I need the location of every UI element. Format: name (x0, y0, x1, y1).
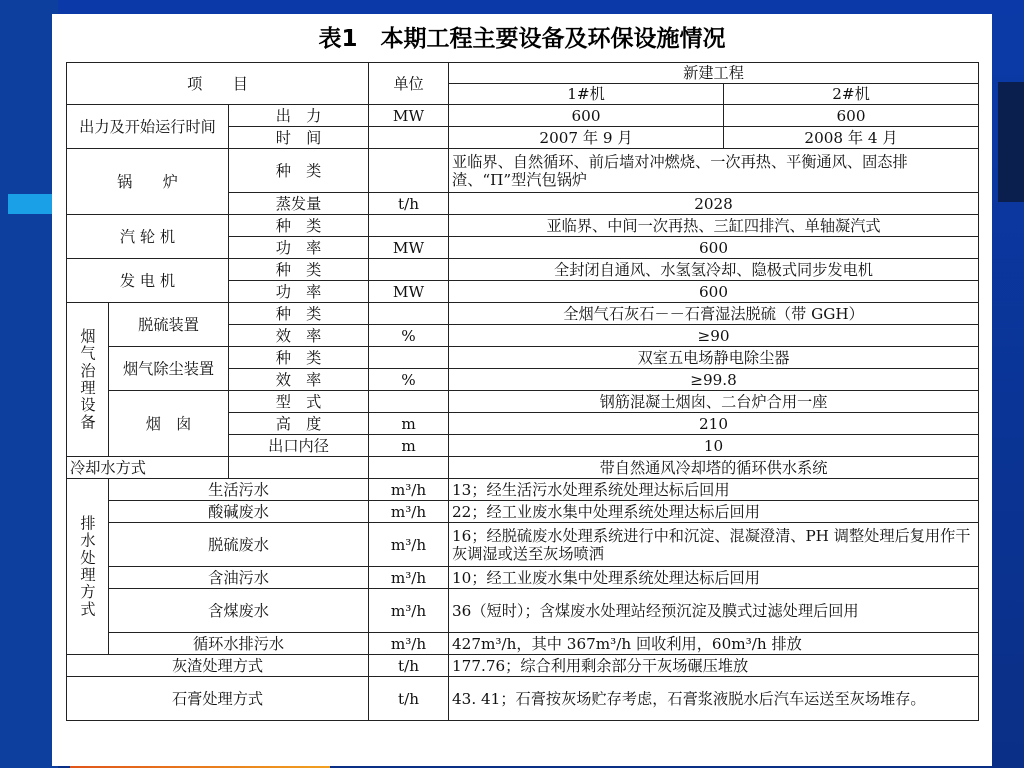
chimney-dia-label: 出口内径 (229, 435, 369, 457)
chimney-name: 烟 囱 (109, 391, 229, 457)
generator-power-label: 功 率 (229, 281, 369, 303)
time-value-1: 2007 年 9 月 (449, 127, 724, 149)
drain-row-unit: m³/h (369, 523, 449, 567)
drain-row-unit: m³/h (369, 589, 449, 633)
slide-title: 表1 本期工程主要设备及环保设施情况 (318, 26, 726, 52)
output-value-2: 600 (724, 105, 979, 127)
header-unit2: 2#机 (724, 84, 979, 105)
gypsum-value: 43. 41；石膏按灰场贮存考虑，石膏浆液脱水后汽车运送至灰场堆存。 (449, 677, 979, 721)
output-unit: MW (369, 105, 449, 127)
boiler-evap-unit: t/h (369, 193, 449, 215)
chimney-dia-unit: m (369, 435, 449, 457)
chimney-height-value: 210 (449, 413, 979, 435)
chimney-form-label: 型 式 (229, 391, 369, 413)
desulf-type-value: 全烟气石灰石－－石膏湿法脱硫（带 GGH） (449, 303, 979, 325)
boiler-type-unit (369, 149, 449, 193)
boiler-evap-value: 2028 (449, 193, 979, 215)
header-unit1: 1#机 (449, 84, 724, 105)
drain-row-value: 10；经工业废水集中处理系统处理达标后回用 (449, 567, 979, 589)
drain-row-value: 22；经工业废水集中处理系统处理达标后回用 (449, 501, 979, 523)
output-group-label: 出力及开始运行时间 (67, 105, 229, 149)
gypsum-label: 石膏处理方式 (67, 677, 369, 721)
desulf-eff-unit: % (369, 325, 449, 347)
header-new-project: 新建工程 (449, 63, 979, 84)
cooling-unit (369, 457, 449, 479)
turbine-power-unit: MW (369, 237, 449, 259)
dust-name: 烟气除尘装置 (109, 347, 229, 391)
drain-row-name: 酸碱废水 (109, 501, 369, 523)
time-value-2: 2008 年 4 月 (724, 127, 979, 149)
generator-group-label: 发 电 机 (67, 259, 229, 303)
drain-row-name: 含煤废水 (109, 589, 369, 633)
dust-type-unit (369, 347, 449, 369)
slide (52, 14, 992, 766)
left-decor-bar (0, 0, 58, 768)
turbine-type-value: 亚临界、中间一次再热、三缸四排汽、单轴凝汽式 (449, 215, 979, 237)
dust-type-value: 双室五电场静电除尘器 (449, 347, 979, 369)
drain-row-name: 循环水排污水 (109, 633, 369, 655)
turbine-power-label: 功 率 (229, 237, 369, 259)
drain-row-name: 生活污水 (109, 479, 369, 501)
generator-type-label: 种 类 (229, 259, 369, 281)
header-unit: 单位 (369, 63, 449, 105)
dust-eff-value: ≥99.8 (449, 369, 979, 391)
generator-power-value: 600 (449, 281, 979, 303)
header-item: 项 目 (67, 63, 369, 105)
drain-row-value: 13；经生活污水处理系统处理达标后回用 (449, 479, 979, 501)
chimney-form-unit (369, 391, 449, 413)
generator-type-value: 全封闭自通风、水氢氢冷却、隐极式同步发电机 (449, 259, 979, 281)
chimney-dia-value: 10 (449, 435, 979, 457)
chimney-height-label: 高 度 (229, 413, 369, 435)
drain-row-name: 含油污水 (109, 567, 369, 589)
drain-row-name: 脱硫废水 (109, 523, 369, 567)
cooling-value: 带自然通风冷却塔的循环供水系统 (449, 457, 979, 479)
boiler-type-label: 种 类 (229, 149, 369, 193)
drain-row-unit: m³/h (369, 567, 449, 589)
drain-row-unit: m³/h (369, 501, 449, 523)
output-label: 出 力 (229, 105, 369, 127)
flue-group-label: 烟气治理设备 (67, 303, 109, 457)
gypsum-unit: t/h (369, 677, 449, 721)
cooling-spacer (229, 457, 369, 479)
output-value-1: 600 (449, 105, 724, 127)
generator-type-unit (369, 259, 449, 281)
drain-row-unit: m³/h (369, 479, 449, 501)
turbine-type-label: 种 类 (229, 215, 369, 237)
chimney-height-unit: m (369, 413, 449, 435)
desulf-type-unit (369, 303, 449, 325)
boiler-type-value: 亚临界、自然循环、前后墙对冲燃烧、一次再热、平衡通风、固态排渣、“П”型汽包锅炉 (449, 149, 979, 193)
desulf-eff-label: 效 率 (229, 325, 369, 347)
cooling-label: 冷却水方式 (67, 457, 229, 479)
dust-type-label: 种 类 (229, 347, 369, 369)
dust-eff-label: 效 率 (229, 369, 369, 391)
desulf-type-label: 种 类 (229, 303, 369, 325)
generator-power-unit: MW (369, 281, 449, 303)
drain-row-value: 16；经脱硫废水处理系统进行中和沉淀、混凝澄清、PH 调整处理后复用作干灰调湿或送至灰场喷洒 (449, 523, 979, 567)
turbine-power-value: 600 (449, 237, 979, 259)
drain-row-value: 36（短时）；含煤废水处理站经预沉淀及膜式过滤处理后回用 (449, 589, 979, 633)
drain-group-label: 排水处理方式 (67, 479, 109, 655)
time-unit (369, 127, 449, 149)
turbine-group-label: 汽 轮 机 (67, 215, 229, 259)
ash-unit: t/h (369, 655, 449, 677)
turbine-type-unit (369, 215, 449, 237)
desulf-name: 脱硫装置 (109, 303, 229, 347)
drain-row-value: 427m³/h，其中 367m³/h 回收利用，60m³/h 排放 (449, 633, 979, 655)
right-decor-block (998, 82, 1024, 202)
equipment-table (66, 62, 978, 721)
desulf-eff-value: ≥90 (449, 325, 979, 347)
boiler-group-label: 锅 炉 (67, 149, 229, 215)
chimney-form-value: 钢筋混凝土烟囱、二台炉合用一座 (449, 391, 979, 413)
boiler-evap-label: 蒸发量 (229, 193, 369, 215)
left-accent-stripe (8, 194, 58, 214)
drain-row-unit: m³/h (369, 633, 449, 655)
ash-label: 灰渣处理方式 (67, 655, 369, 677)
ash-value: 177.76；综合利用剩余部分干灰场碾压堆放 (449, 655, 979, 677)
time-label: 时 间 (229, 127, 369, 149)
dust-eff-unit: % (369, 369, 449, 391)
